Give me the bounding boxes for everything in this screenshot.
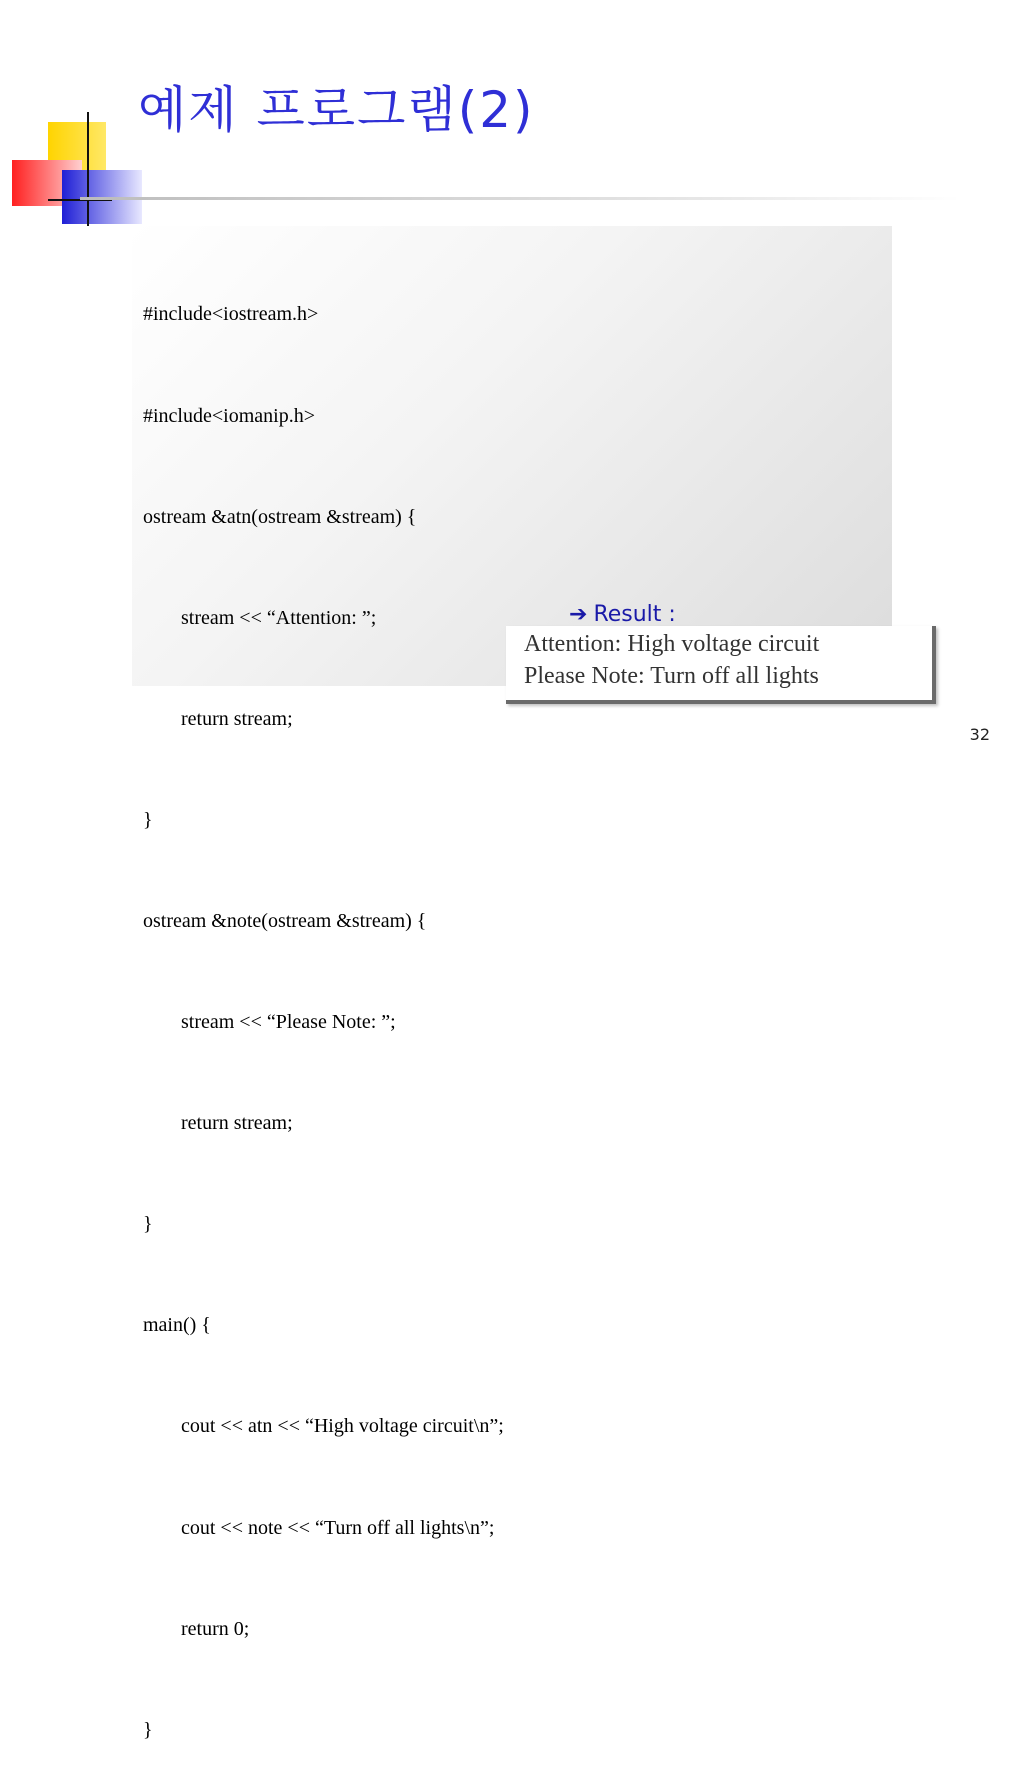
title-divider	[80, 197, 960, 200]
code-line: main() {	[143, 1314, 211, 1337]
result-output	[524, 628, 819, 692]
result-label: Result :	[593, 602, 676, 627]
code-line: cout << note << “Turn off all lights\n”;	[181, 1516, 495, 1539]
result-line: Please Note: Turn off all lights	[524, 663, 819, 689]
slide-logo-decoration	[0, 0, 150, 240]
code-line: cout << atn << “High voltage circuit\n”;	[181, 1415, 504, 1438]
page-number: 32	[969, 725, 990, 744]
code-block	[143, 231, 504, 1781]
code-line: #include<iostream.h>	[143, 303, 319, 326]
result-heading	[569, 602, 676, 627]
code-line: stream << “Please Note: ”;	[181, 1011, 396, 1034]
code-line: #include<iomanip.h>	[143, 404, 315, 427]
right-arrow-icon: ➔	[569, 602, 588, 627]
result-output-box	[506, 626, 936, 704]
code-line: return 0;	[181, 1617, 250, 1640]
code-line: ostream &note(ostream &stream) {	[143, 909, 427, 932]
code-line: }	[143, 808, 153, 831]
code-line: return stream;	[181, 707, 293, 730]
code-line: ostream &atn(ostream &stream) {	[143, 505, 417, 528]
code-line: }	[143, 1213, 153, 1236]
result-line: Attention: High voltage circuit	[524, 631, 820, 657]
slide-title: 예제 프로그램(2)	[138, 81, 535, 139]
code-line: stream << “Attention: ”;	[181, 606, 377, 629]
code-line: return stream;	[181, 1112, 293, 1135]
code-line: }	[143, 1718, 153, 1741]
